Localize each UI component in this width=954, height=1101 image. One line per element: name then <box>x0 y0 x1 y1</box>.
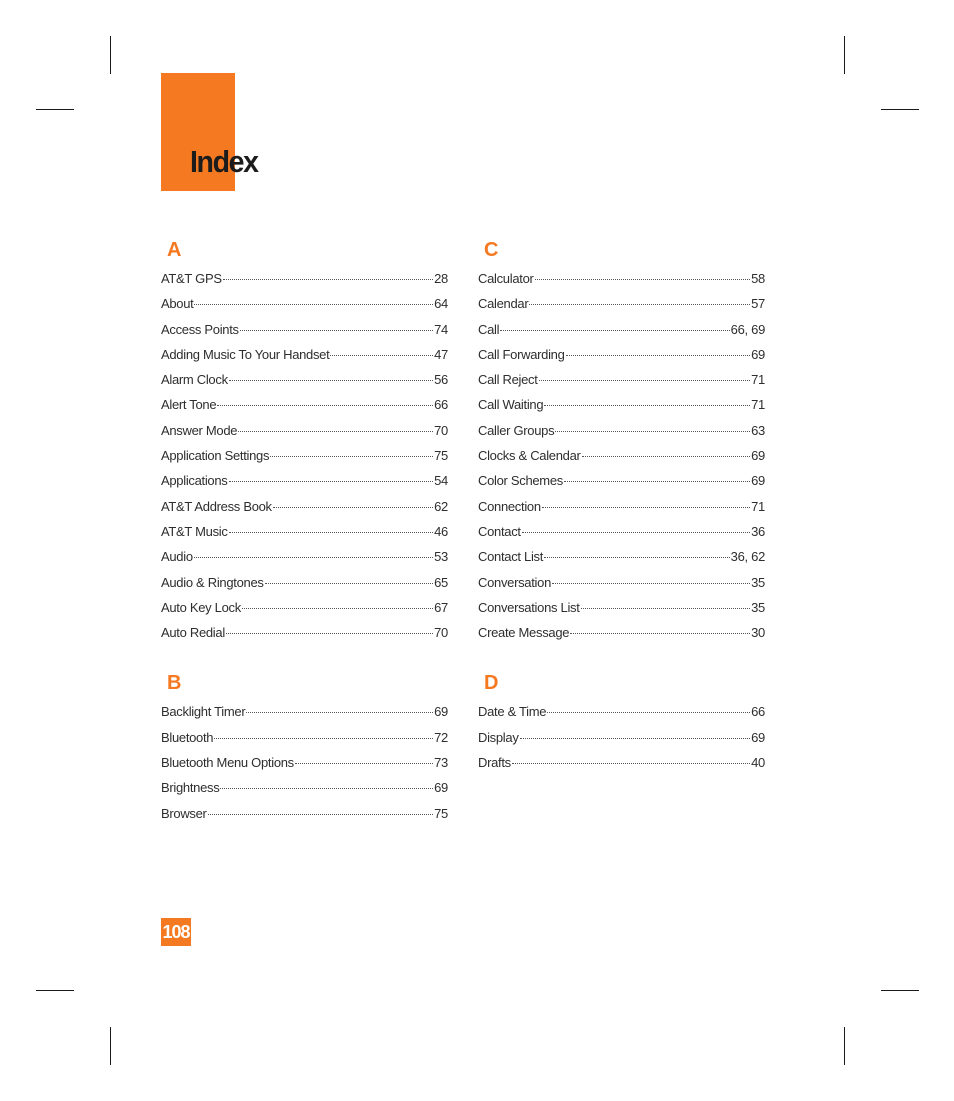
entry-page: 69 <box>751 448 765 464</box>
entry-page: 36, 62 <box>730 549 765 565</box>
dot-leader <box>566 355 751 356</box>
crop-mark <box>36 990 74 991</box>
entry-label: Calculator <box>478 271 534 286</box>
entry-page: 35 <box>751 574 765 590</box>
index-entry <box>478 392 765 417</box>
entry-label: Brightness <box>161 780 220 796</box>
entry-page: 69 <box>751 346 765 362</box>
entry-page: 66, 69 <box>730 321 765 337</box>
dot-leader <box>295 763 433 764</box>
entry-page: 69 <box>751 729 765 745</box>
dot-leader <box>564 481 750 482</box>
dot-leader <box>547 712 750 713</box>
page-number: 108 <box>161 918 191 946</box>
index-entry <box>478 570 765 595</box>
crop-mark <box>110 36 111 74</box>
index-entry <box>161 699 448 724</box>
index-column-right <box>478 234 765 775</box>
entry-page: 56 <box>434 372 448 388</box>
entry-label: Display <box>478 729 519 745</box>
index-entry <box>161 544 448 569</box>
entry-page: 63 <box>751 422 765 438</box>
dot-leader <box>544 405 750 406</box>
dot-leader <box>208 814 434 815</box>
section-letter: A <box>167 239 182 261</box>
dot-leader <box>229 380 433 381</box>
index-entry-list <box>478 266 765 645</box>
entry-page: 74 <box>434 321 448 337</box>
dot-leader <box>217 405 433 406</box>
entry-page: 71 <box>751 372 765 388</box>
index-entry <box>161 725 448 750</box>
crop-mark <box>844 36 845 74</box>
dot-leader <box>535 279 751 280</box>
entry-page: 62 <box>434 498 448 514</box>
entry-page: 69 <box>434 780 448 796</box>
entry-page: 70 <box>434 625 448 641</box>
index-entry <box>478 699 765 724</box>
dot-leader <box>555 431 750 432</box>
index-entry-list <box>161 699 448 825</box>
entry-label: Auto Redial <box>161 625 225 641</box>
entry-label: Calendar <box>478 296 529 312</box>
dot-leader <box>240 330 433 331</box>
dot-leader <box>570 633 750 634</box>
entry-label: AT&T Music <box>161 523 228 539</box>
entry-label: Drafts <box>478 755 511 771</box>
index-entry <box>161 750 448 775</box>
entry-page: 72 <box>434 729 448 745</box>
index-section <box>478 667 765 775</box>
entry-label: Color Schemes <box>478 473 563 489</box>
entry-page: 46 <box>434 523 448 539</box>
section-letter: D <box>484 672 499 695</box>
entry-label: Conversations List <box>478 599 580 615</box>
dot-leader <box>330 355 433 356</box>
page-title: Index <box>190 144 258 179</box>
entry-page: 54 <box>434 473 448 489</box>
dot-leader <box>522 532 750 533</box>
entry-label: Alarm Clock <box>161 372 228 388</box>
dot-leader <box>265 583 434 584</box>
entry-label: Contact List <box>478 549 544 565</box>
entry-page: 64 <box>434 296 448 312</box>
entry-label: Date & Time <box>478 704 547 720</box>
index-entry <box>478 494 765 519</box>
crop-mark <box>36 109 74 110</box>
index-entry <box>478 291 765 316</box>
index-entry <box>478 468 765 493</box>
index-section <box>161 234 448 645</box>
entry-page: 36 <box>751 523 765 539</box>
entry-label: Call Waiting <box>478 397 544 413</box>
dot-leader <box>520 738 751 739</box>
entry-page: 30 <box>751 625 765 641</box>
index-entry-list <box>478 699 765 775</box>
index-entry <box>478 443 765 468</box>
index-entry <box>161 775 448 800</box>
entry-page: 66 <box>751 704 765 720</box>
entry-label: Caller Groups <box>478 422 555 438</box>
index-entry <box>161 418 448 443</box>
entry-page: 28 <box>434 271 448 286</box>
dot-leader <box>194 304 433 305</box>
entry-page: 67 <box>434 599 448 615</box>
index-entry <box>161 291 448 316</box>
index-entry <box>478 544 765 569</box>
entry-page: 75 <box>434 448 448 464</box>
index-entry <box>478 342 765 367</box>
entry-label: Answer Mode <box>161 422 238 438</box>
entry-label: Applications <box>161 473 228 489</box>
entry-label: Application Settings <box>161 448 270 464</box>
dot-leader <box>226 633 433 634</box>
index-entry <box>161 317 448 342</box>
index-entry <box>161 519 448 544</box>
index-entry <box>161 468 448 493</box>
section-letter: B <box>167 672 182 695</box>
index-entry <box>478 750 765 775</box>
crop-mark <box>881 109 919 110</box>
entry-label: Alert Tone <box>161 397 217 413</box>
entry-label: Call Reject <box>478 372 538 388</box>
index-entry-list <box>161 266 448 645</box>
dot-leader <box>539 380 751 381</box>
entry-label: Audio & Ringtones <box>161 574 264 590</box>
dot-leader <box>512 763 750 764</box>
entry-label: Audio <box>161 549 193 565</box>
index-section <box>478 234 765 645</box>
dot-leader <box>246 712 433 713</box>
index-entry <box>161 266 448 291</box>
entry-label: AT&T GPS <box>161 271 222 286</box>
entry-page: 58 <box>751 271 765 286</box>
index-entry <box>478 595 765 620</box>
entry-page: 69 <box>434 704 448 720</box>
entry-page: 65 <box>434 574 448 590</box>
dot-leader <box>270 456 433 457</box>
entry-page: 53 <box>434 549 448 565</box>
dot-leader <box>273 507 433 508</box>
dot-leader <box>214 738 433 739</box>
dot-leader <box>529 304 750 305</box>
entry-page: 71 <box>751 498 765 514</box>
entry-page: 75 <box>434 805 448 821</box>
entry-label: AT&T Address Book <box>161 498 272 514</box>
crop-mark <box>844 1027 845 1065</box>
dot-leader <box>242 608 433 609</box>
crop-mark <box>110 1027 111 1065</box>
index-section <box>161 667 448 825</box>
section-gap <box>478 645 765 667</box>
dot-leader <box>194 557 433 558</box>
entry-page: 40 <box>751 755 765 771</box>
section-letter: C <box>484 239 499 261</box>
entry-page: 35 <box>751 599 765 615</box>
entry-label: Auto Key Lock <box>161 599 241 615</box>
entry-label: Create Message <box>478 625 570 641</box>
index-column-left <box>161 234 448 826</box>
dot-leader <box>542 507 750 508</box>
index-entry <box>478 620 765 645</box>
entry-label: Contact <box>478 523 521 539</box>
dot-leader <box>229 532 434 533</box>
entry-label: Connection <box>478 498 541 514</box>
dot-leader <box>582 456 751 457</box>
index-entry <box>161 570 448 595</box>
section-gap <box>161 645 448 667</box>
entry-label: Call <box>478 321 500 337</box>
entry-label: Clocks & Calendar <box>478 448 581 464</box>
index-entry <box>161 392 448 417</box>
index-entry <box>478 367 765 392</box>
entry-label: Browser <box>161 805 207 821</box>
dot-leader <box>552 583 750 584</box>
dot-leader <box>220 788 433 789</box>
dot-leader <box>500 330 729 331</box>
index-entry <box>478 519 765 544</box>
index-entry <box>478 418 765 443</box>
index-entry <box>161 342 448 367</box>
index-entry <box>478 725 765 750</box>
entry-label: Adding Music To Your Handset <box>161 346 330 362</box>
index-entry <box>161 494 448 519</box>
dot-leader <box>581 608 751 609</box>
dot-leader <box>544 557 730 558</box>
dot-leader <box>238 431 433 432</box>
entry-label: Conversation <box>478 574 551 590</box>
index-entry <box>161 801 448 826</box>
entry-label: Bluetooth <box>161 729 214 745</box>
index-entry <box>161 595 448 620</box>
index-entry <box>478 317 765 342</box>
entry-page: 70 <box>434 422 448 438</box>
entry-label: About <box>161 296 194 312</box>
index-entry <box>478 266 765 291</box>
entry-page: 69 <box>751 473 765 489</box>
index-entry <box>161 620 448 645</box>
index-entry <box>161 443 448 468</box>
entry-label: Call Forwarding <box>478 346 565 362</box>
entry-label: Bluetooth Menu Options <box>161 755 294 771</box>
entry-page: 66 <box>434 397 448 413</box>
dot-leader <box>223 279 433 280</box>
dot-leader <box>229 481 434 482</box>
entry-label: Backlight Timer <box>161 704 246 720</box>
entry-label: Access Points <box>161 321 239 337</box>
index-entry <box>161 367 448 392</box>
entry-page: 73 <box>434 755 448 771</box>
crop-mark <box>881 990 919 991</box>
entry-page: 47 <box>434 346 448 362</box>
entry-page: 57 <box>751 296 765 312</box>
entry-page: 71 <box>751 397 765 413</box>
